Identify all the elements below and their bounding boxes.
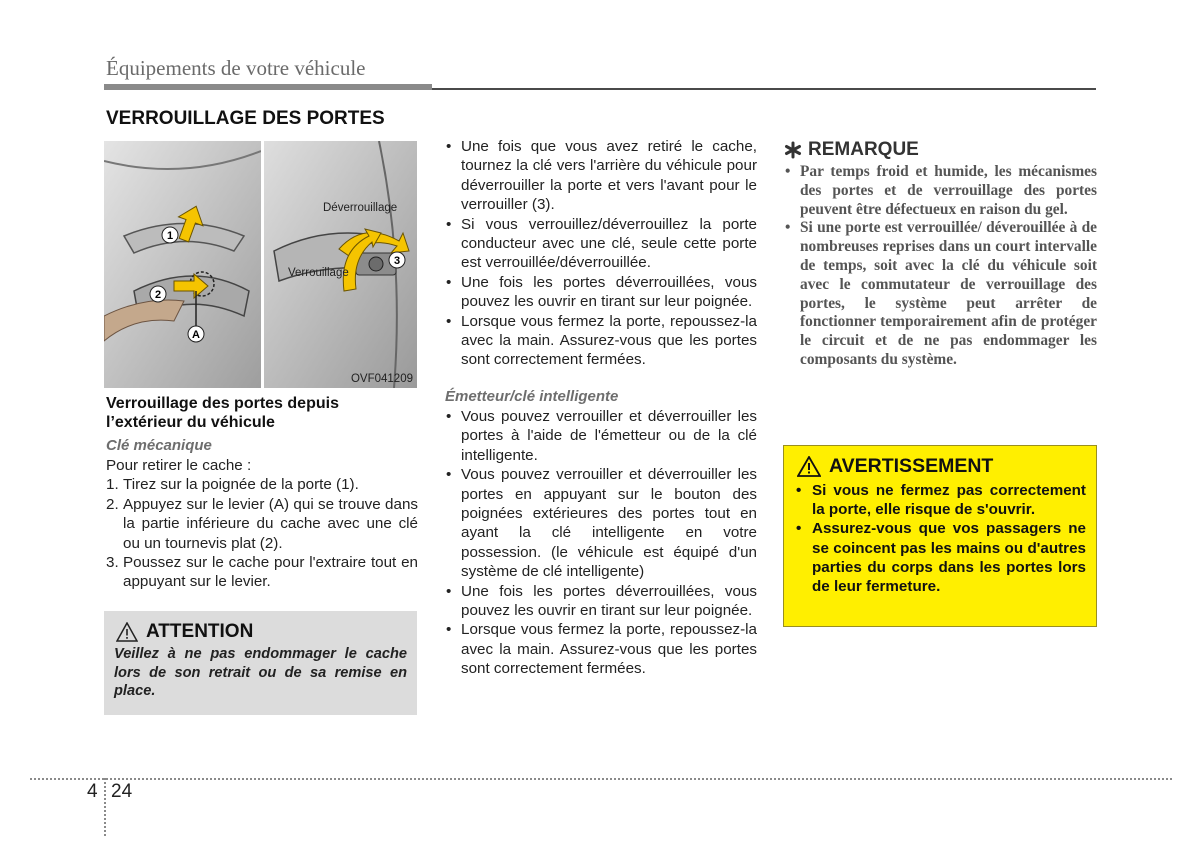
attention-title: ATTENTION <box>146 621 254 642</box>
door-lock-figure <box>104 141 417 388</box>
marker-2: 2 <box>154 289 162 301</box>
list-item: • Une fois que vous avez retiré le cache, tournez la clé vers l'arrière du véhicule pour déverrouiller la porte et vers l'avant pour le verrouiller (3). <box>446 138 757 214</box>
marker-3: 3 <box>393 255 401 267</box>
remark-list <box>784 163 1097 370</box>
running-header: Équipements de votre véhicule <box>106 56 366 80</box>
key-usage-list <box>444 137 757 370</box>
attention-box <box>104 611 417 715</box>
list-item: • Si vous verrouillez/déverrouillez la porte conducteur avec une clé, seule cette porte est verrouillée/déverrouillée. <box>446 215 757 272</box>
attention-text: Veillez à ne pas endommager le cache lors de son retrait ou de sa remise en place. <box>114 646 407 700</box>
intro-text: Pour retirer le cache : <box>106 457 252 474</box>
label-unlock: Déverrouillage <box>323 202 398 214</box>
label-lock: Verrouillage <box>288 267 349 279</box>
list-item: • Par temps froid et humide, les mécanismes des portes et de verrouillage des portes peuvent être défectueux en raison du gel. <box>785 163 1097 218</box>
remark-title: REMARQUE <box>808 139 919 160</box>
door-handle-illustration <box>104 141 261 388</box>
subsection-title: Verrouillage des portes depuis l’extérieur du véhicule <box>106 395 339 431</box>
section-title: VERROUILLAGE DES PORTES <box>106 108 385 129</box>
list-item: 1. Tirez sur la poignée de la porte (1). <box>106 476 359 494</box>
list-item: • Si une porte est verrouillée/ déverouillée à de nombreuses reprises dans un court intervalle de temps, soit avec la clé du véhicule soit avec le commutateur de verrouillage des portes, le système peut arrêter de fonctionner temporairement afin de protéger le circuit et de ne pas endommager les composants du système. <box>785 219 1097 368</box>
list-item: • Une fois les portes déverrouillées, vous pouvez les ouvrir en tirant sur leur poignée. <box>446 273 757 311</box>
list-item: 3. Poussez sur le cache pour l'extraire tout en appuyant sur le levier. <box>106 554 418 591</box>
header-rule-thin <box>432 88 1096 90</box>
column-1 <box>106 394 418 592</box>
list-item: • Lorsque vous fermez la porte, repoussez-la avec la main. Assurez-vous que les portes sont correctement fermées. <box>446 621 757 678</box>
smart-key-subtitle: Émetteur/clé intelligente <box>445 387 619 405</box>
chapter-number: 4 <box>87 781 98 802</box>
list-item: • Assurez-vous que vos passagers ne se coincent pas les mains ou d'autres parties du corps dans les portes lors de leur fermeture. <box>796 520 1086 596</box>
marker-1: 1 <box>166 230 174 242</box>
list-item: 2. Appuyez sur le levier (A) qui se trouve dans la partie inférieure du cache avec une clé ou un tournevis plat (2). <box>106 495 418 552</box>
list-item: • Lorsque vous fermez la porte, repoussez-la avec la main. Assurez-vous que les portes sont correctement fermées. <box>446 312 757 369</box>
column-2 <box>444 137 757 679</box>
warning-triangle-icon <box>797 456 821 477</box>
key-cylinder-illustration <box>264 141 417 388</box>
asterisk-icon <box>784 141 802 159</box>
warning-list <box>793 481 1086 596</box>
warning-triangle-icon <box>116 622 138 642</box>
footer-rule <box>30 778 1172 780</box>
subsection-key-title: Clé mécanique <box>106 437 212 454</box>
list-item: • Si vous ne fermez pas correctement la porte, elle risque de s'ouvrir. <box>796 482 1086 519</box>
figure-code: OVF041209 <box>350 373 413 385</box>
page-number: 24 <box>111 781 133 802</box>
footer-divider <box>104 778 106 836</box>
list-item: • Vous pouvez verrouiller et déverrouiller les portes à l'aide de l'émetteur ou de la clé intelligente. <box>446 407 757 464</box>
column-3 <box>784 139 1097 370</box>
steps-list <box>106 475 418 591</box>
marker-a: A <box>192 329 200 341</box>
smart-key-list <box>444 407 757 679</box>
warning-box <box>783 445 1097 627</box>
header-rule <box>104 84 432 90</box>
list-item: • Une fois les portes déverrouillées, vous pouvez les ouvrir en tirant sur leur poignée. <box>446 582 757 619</box>
list-item: • Vous pouvez verrouiller et déverrouiller les portes en appuyant sur le bouton des poignées extérieures des portes tout en ayant la clé intelligente en votre possession. (le véhicule est équipé d'un système de clé intelligente) <box>446 466 757 581</box>
warning-title: AVERTISSEMENT <box>829 455 994 477</box>
